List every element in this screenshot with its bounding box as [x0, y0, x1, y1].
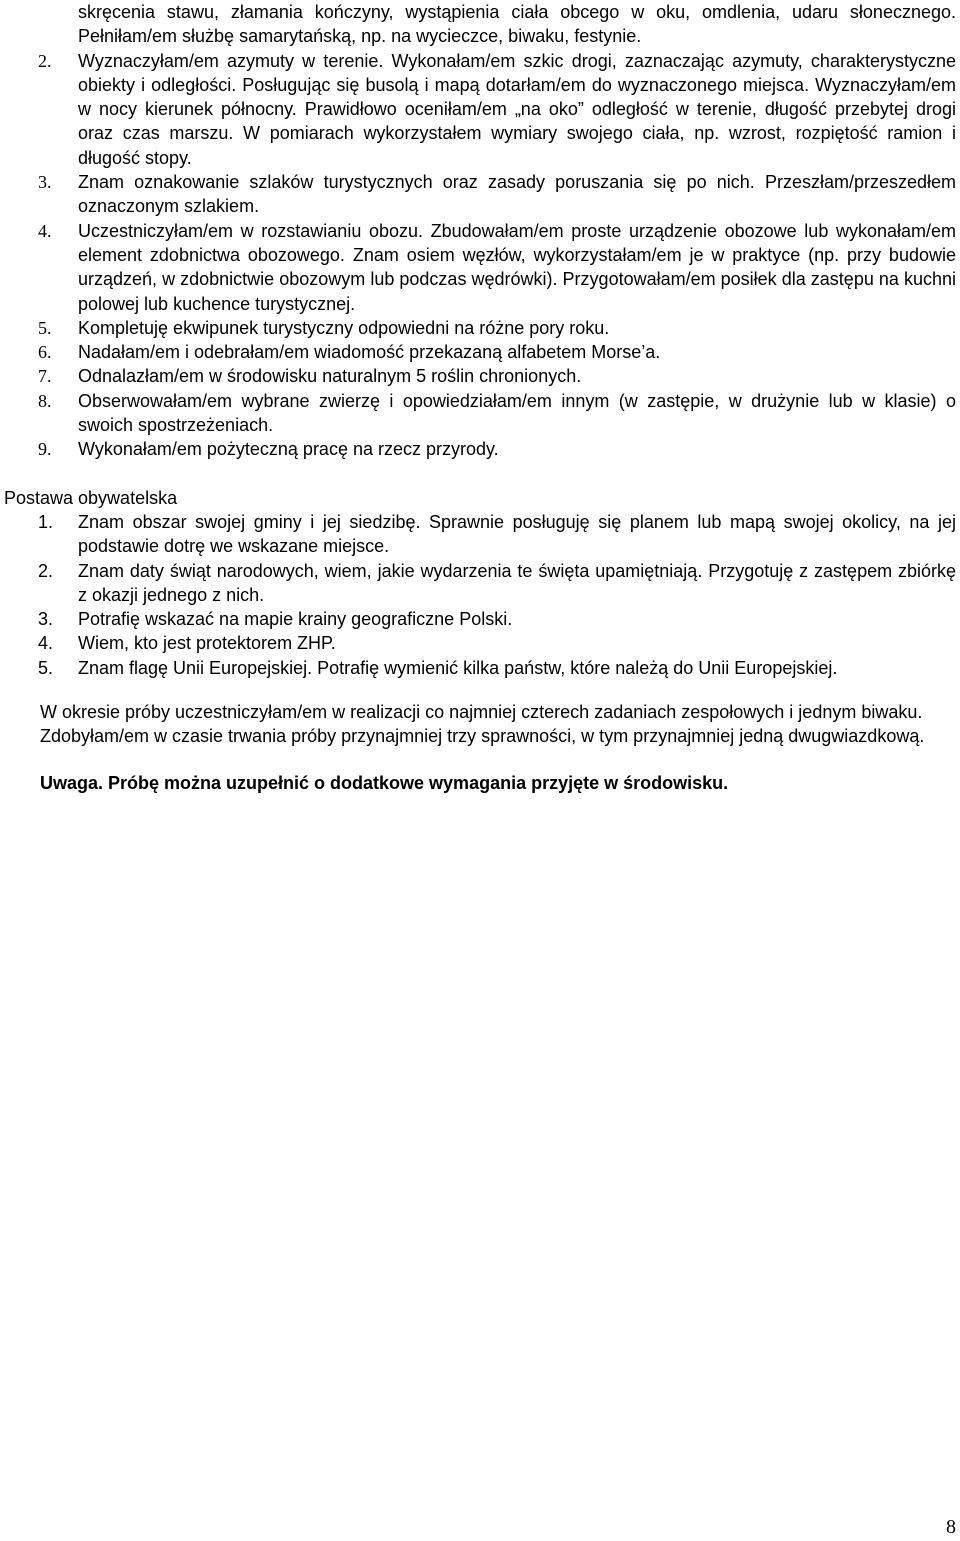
- list-number: 4.: [38, 220, 52, 241]
- page-number: 8: [946, 1516, 956, 1538]
- list-text: Wiem, kto jest protektorem ZHP.: [78, 633, 336, 654]
- list-item: [0, 656, 960, 680]
- list-number: 8.: [38, 390, 52, 411]
- list-item: [0, 219, 960, 316]
- list-text: Znam flagę Unii Europejskiej. Potrafię wymienić kilka państw, które należą do Unii Europejskiej.: [78, 657, 838, 678]
- list-item: [0, 389, 960, 438]
- section-title: Postawa obywatelska: [4, 487, 178, 508]
- continuation-text: skręcenia stawu, złamania kończyny, wystąpienia ciała obcego w oku, omdlenia, udaru słonecznego. Pełniłam/em służbę samarytańską, np. na wycieczce, biwaku, festynie.: [78, 2, 956, 47]
- requirements-list-two: [0, 510, 960, 680]
- list-number: 5.: [38, 657, 54, 678]
- list-text: Kompletuję ekwipunek turystyczny odpowiedni na różne pory roku.: [78, 317, 610, 338]
- list-number: 1.: [38, 511, 54, 532]
- list-number: 3.: [38, 172, 52, 193]
- list-number: 3.: [38, 609, 54, 630]
- list-text: Potrafię wskazać na mapie krainy geograficzne Polski.: [78, 609, 513, 630]
- list-item: [0, 437, 960, 461]
- list-number: 9.: [38, 439, 52, 460]
- list-number: 5.: [38, 317, 52, 338]
- list-text: Odnalazłam/em w środowisku naturalnym 5 roślin chronionych.: [78, 366, 582, 387]
- list-item: [0, 340, 960, 364]
- paragraph-badges: Zdobyłam/em w czasie trwania próby przynajmniej trzy sprawności, w tym przynajmniej jedną dwugwiazdkową.: [40, 726, 925, 747]
- list-text: Obserwowałam/em wybrane zwierzę i opowiedziałam/em innym (w zastępie, w drużynie lub w klasie) o swoich spostrzeżeniach.: [78, 390, 956, 436]
- paragraph-team-tasks: W okresie próby uczestniczyłam/em w realizacji co najmniej czterech zadaniach zespołowych i jednym biwaku.: [40, 702, 923, 723]
- list-text: Uczestniczyłam/em w rozstawianiu obozu. Zbudowałam/em proste urządzenie obozowe lub wykonałam/em element zdobnictwa obozowego. Znam osiem węzłów, wykorzystałam/em je w praktyce (np. przy budowie urządzeń, w zdobnictwie obozowym lub podczas wędrówki). Przygotowałam/em posiłek dla zastępu na kuchni polowej lub kuchence turystycznej.: [78, 220, 956, 314]
- list-text: Wyznaczyłam/em azymuty w terenie. Wykonałam/em szkic drogi, zaznaczając azymuty, charakterystyczne obiekty i odległości. Posługując się busolą i mapą dotarłam/em do wyznaczonego miejsca. Wyznaczyłam/em w nocy kierunek północny. Prawidłowo oceniłam/em „na oko” odległość w terenie, długość przebytej drogi oraz czas marszu. W pomiarach wykorzystałem wymiary swojego ciała, np. wzrost, rozpiętość ramion i długość stopy.: [78, 50, 956, 168]
- requirements-list-one: [0, 49, 960, 462]
- list-item: [0, 559, 960, 608]
- list-number: 4.: [38, 633, 54, 654]
- list-item: [0, 316, 960, 340]
- list-item: [0, 631, 960, 655]
- list-item: [0, 49, 960, 170]
- list-item: [0, 364, 960, 388]
- list-number: 2.: [38, 560, 54, 581]
- list-number: 2.: [38, 50, 52, 71]
- note-text: Uwaga. Próbę można uzupełnić o dodatkowe wymagania przyjęte w środowisku.: [40, 772, 729, 793]
- list-text: Nadałam/em i odebrałam/em wiadomość przekazaną alfabetem Morse’a.: [78, 342, 661, 363]
- list-text: Wykonałam/em pożyteczną pracę na rzecz przyrody.: [78, 439, 499, 460]
- list-item: [0, 510, 960, 559]
- list-number: 7.: [38, 366, 52, 387]
- list-text: Znam obszar swojej gminy i jej siedzibę. Sprawnie posługuję się planem lub mapą swojej okolicy, na jej podstawie dotrę we wskazane miejsce.: [78, 511, 956, 557]
- list-text: Znam daty świąt narodowych, wiem, jakie wydarzenia te święta upamiętniają. Przygotuję z zastępem zbiórkę z okazji jednego z nich.: [78, 560, 956, 605]
- list-text: Znam oznakowanie szlaków turystycznych oraz zasady poruszania się po nich. Przeszłam/przeszedłem oznaczonym szlakiem.: [78, 172, 956, 217]
- list-item: [0, 607, 960, 631]
- list-number: 6.: [38, 342, 52, 363]
- list-item: [0, 170, 960, 219]
